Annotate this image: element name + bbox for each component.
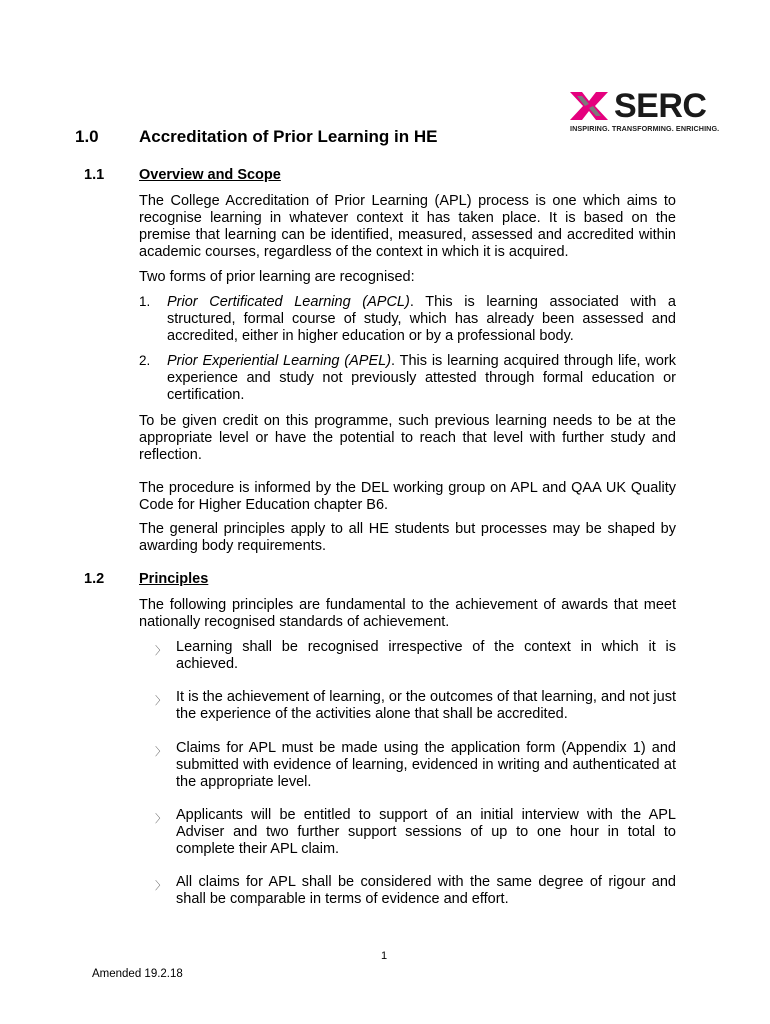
footer-amended-date: Amended 19.2.18 <box>92 968 183 980</box>
paragraph: The following principles are fundamental to the achievement of awards that meet nationally recognised standards of achievement. <box>139 597 676 630</box>
logo-wordmark: SERC <box>614 87 707 125</box>
serc-logo <box>566 86 718 138</box>
logo-tagline: INSPIRING. TRANSFORMING. ENRICHING. <box>570 124 720 133</box>
list-item-term: Prior Experiential Learning (APEL) <box>167 353 392 369</box>
list-item-text: . This is learning associated with a structured, formal course of study, which has already been assessed and accredited, either in higher education or by a professional body. <box>167 294 676 344</box>
bullet-item: Applicants will be entitled to support of an initial interview with the APL Adviser and two further support sessions of up to one hour in total to complete their APL claim. <box>176 807 676 857</box>
paragraph: Two forms of prior learning are recognised: <box>139 269 415 285</box>
list-item <box>167 294 676 345</box>
paragraph: To be given credit on this programme, such previous learning needs to be at the appropriate level or have the potential to reach that level with further study and reflection. <box>139 413 676 463</box>
bullet-chevron-icon: 〉 <box>155 645 166 657</box>
bullet-chevron-icon: 〉 <box>155 880 166 892</box>
serc-x-mark-icon <box>568 90 610 122</box>
list-item <box>167 353 676 404</box>
page-number: 1 <box>381 950 388 962</box>
subsection-number: 1.1 <box>84 167 105 183</box>
bullet-item: All claims for APL shall be considered with the same degree of rigour and shall be comparable in terms of evidence and effort. <box>176 874 676 907</box>
subsection-title: Principles <box>139 571 209 587</box>
bullet-item: Learning shall be recognised irrespective of the context in which it is achieved. <box>176 639 676 672</box>
list-item-text: . This is learning acquired through life, work experience and study not previously attested through formal education or certification. <box>167 353 676 403</box>
paragraph: The College Accreditation of Prior Learning (APL) process is one which aims to recognise learning in whatever context it has taken place. It is based on the premise that learning can be identified, measured, assessed and accredited within academic courses, regardless of the context in which it is acquired. <box>139 193 676 260</box>
bullet-item: Claims for APL must be made using the application form (Appendix 1) and submitted with evidence of learning, evidenced in writing and authenticated at the appropriate level. <box>176 740 676 790</box>
bullet-chevron-icon: 〉 <box>155 746 166 758</box>
paragraph: The procedure is informed by the DEL working group on APL and QAA UK Quality Code for Higher Education chapter B6. <box>139 480 676 513</box>
paragraph: The general principles apply to all HE students but processes may be shaped by awarding body requirements. <box>139 521 676 554</box>
subsection-title: Overview and Scope <box>139 167 281 183</box>
bullet-item: It is the achievement of learning, or the outcomes of that learning, and not just the experience of the activities alone that shall be accredited. <box>176 689 676 722</box>
bullet-chevron-icon: 〉 <box>155 813 166 825</box>
list-item-term: Prior Certificated Learning (APCL) <box>167 294 410 310</box>
page-title: Accreditation of Prior Learning in HE <box>139 127 438 146</box>
list-number: 2. <box>139 353 151 368</box>
section-number: 1.0 <box>75 127 99 146</box>
subsection-number: 1.2 <box>84 571 105 587</box>
list-number: 1. <box>139 294 151 309</box>
bullet-chevron-icon: 〉 <box>155 695 166 707</box>
